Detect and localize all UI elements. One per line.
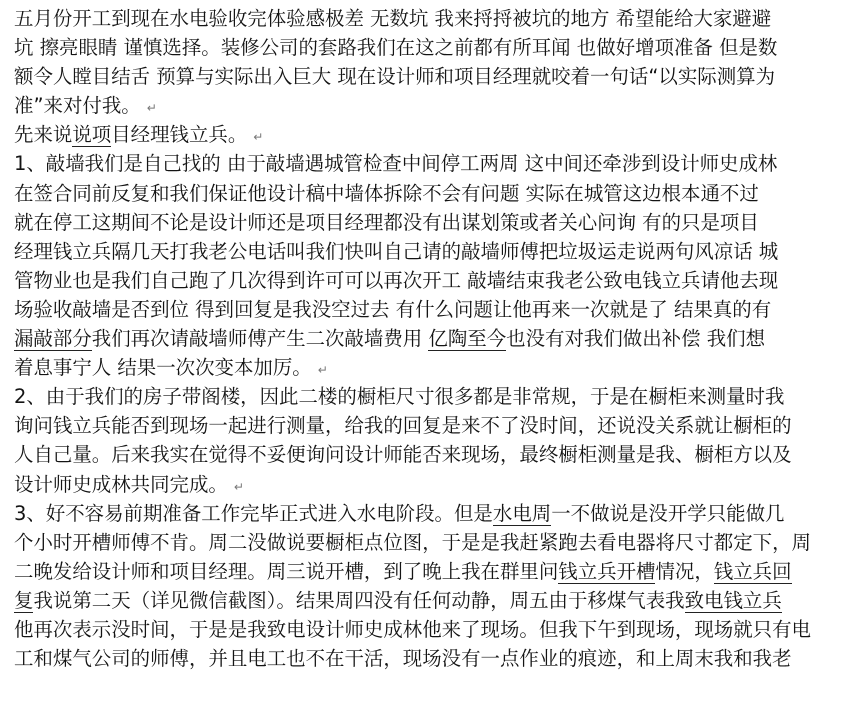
- text-span: 也没有对我们做出补偿 我们想: [506, 327, 766, 351]
- underlined-text: 钱立兵开槽: [558, 559, 656, 583]
- text-line: [14, 499, 854, 528]
- text-span: 场验收敲墙是否到位 得到回复是我没空过去 有什么问题让他再来一次就是了 结果真的有: [14, 297, 772, 321]
- underlined-text: 水电周: [492, 501, 552, 525]
- text-line: [14, 644, 854, 673]
- paragraph-mark-icon: ↵: [233, 479, 244, 494]
- text-line: [14, 353, 854, 382]
- paragraph-mark-icon: ↵: [317, 363, 328, 378]
- text-span: 他再次表示没时间，于是是我致电设计师史成林他来了现场。但我下午到现场，现场就只有电: [14, 617, 811, 641]
- text-line: [14, 295, 854, 324]
- text-line: [14, 120, 854, 149]
- text-line: [14, 33, 854, 62]
- text-span: 在签合同前反复和我们保证他设计稿中墙体拆除不会有问题 实际在城管这边根本通不过: [14, 181, 759, 205]
- underlined-text: 复: [14, 588, 34, 612]
- underlined-text: 致电钱立兵: [684, 588, 782, 612]
- text-span: 先来说: [14, 123, 73, 147]
- text-line: [14, 528, 854, 557]
- text-line: [14, 91, 854, 120]
- text-span: 着息事宁人 结果一次次变本加厉。: [14, 356, 312, 380]
- text-line: [14, 382, 854, 411]
- text-span: 目经理钱立兵。: [111, 123, 248, 147]
- text-span: 我们再次请敲墙师傅产生二次敲墙费用: [91, 327, 429, 351]
- text-line: [14, 411, 854, 440]
- text-span: 我说第二天（详见微信截图）。结果周四没有任何动静，周五由于移煤气表我: [33, 588, 685, 612]
- text-line: [14, 586, 854, 615]
- text-span: 工和煤气公司的师傅，并且电工也不在干活，现场没有一点作业的痕迹，和上周末我和我老: [14, 647, 792, 671]
- text-span: 询问钱立兵能否到现场一起进行测量，给我的回复是来不了没时间，还说没关系就让橱柜的: [14, 414, 792, 438]
- underlined-text: 亿陶至今: [428, 327, 507, 351]
- text-line: [14, 557, 854, 586]
- text-span: 五月份开工到现在水电验收完体验感极差 无数坑 我来捋捋被坑的地方 希望能给大家避避: [14, 7, 772, 30]
- text-line: [14, 179, 854, 208]
- text-span: 额令人瞠目结舌 预算与实际出入巨大 现在设计师和项目经理就咬着一句话“以实际测算为: [14, 65, 776, 89]
- text-span: 3、好不容易前期准备工作完毕正式进入水电阶段。但是: [14, 501, 493, 525]
- text-span: 个小时开槽师傅不肯。周二没做说要橱柜点位图，于是是我赶紧跑去看电器将尺寸都定下，周: [14, 530, 811, 554]
- text-line: [14, 324, 854, 353]
- underlined-text: 漏敲部分: [14, 327, 92, 351]
- text-span: 情况，: [655, 559, 714, 583]
- underlined-text: 说项: [72, 123, 112, 147]
- text-line: [14, 615, 854, 644]
- text-line: [14, 440, 854, 469]
- text-span: 经理钱立兵隔几天打我老公电话叫我们快叫自己请的敲墙师傅把垃圾运走说两句风凉话 城: [14, 239, 779, 263]
- text-span: 一不做说是没开学只能做几: [551, 501, 785, 525]
- text-span: 就在停工这期间不论是设计师还是项目经理都没有出谋划策或者关心问询 有的只是项目: [14, 210, 759, 234]
- text-span: 管物业也是我们自己跑了几次得到许可可以再次开工 敲墙结束我老公致电钱立兵请他去现: [14, 268, 779, 292]
- document-body: [14, 4, 854, 673]
- paragraph-mark-icon: ↵: [146, 101, 157, 116]
- text-span: 2、由于我们的房子带阁楼，因此二楼的橱柜尺寸很多都是非常规，于是在橱柜来测量时我: [14, 385, 785, 409]
- text-span: 1、敲墙我们是自己找的 由于敲墙遇城管检查中间停工两周 这中间还牵涉到设计师史成林: [14, 152, 778, 176]
- underlined-text: 钱立兵回: [713, 559, 792, 583]
- text-line: [14, 62, 854, 91]
- paragraph-mark-icon: ↵: [253, 130, 264, 145]
- text-line: [14, 208, 854, 237]
- text-span: 人自己量。后来我实在觉得不妥便询问设计师能否来现场，最终橱柜测量是我、橱柜方以及: [14, 443, 792, 467]
- text-span: 设计师史成林共同完成。: [14, 472, 228, 496]
- text-line: [14, 237, 854, 266]
- text-line: [14, 149, 854, 178]
- text-line: [14, 470, 854, 499]
- text-span: 二晚发给设计师和项目经理。周三说开槽，到了晚上我在群里问: [14, 559, 559, 583]
- text-line: [14, 4, 854, 33]
- text-span: 准”来对付我。: [14, 94, 141, 118]
- text-span: 坑 擦亮眼睛 谨慎选择。装修公司的套路我们在这之前都有所耳闻 也做好增项准备 但是数: [14, 36, 778, 60]
- text-line: [14, 266, 854, 295]
